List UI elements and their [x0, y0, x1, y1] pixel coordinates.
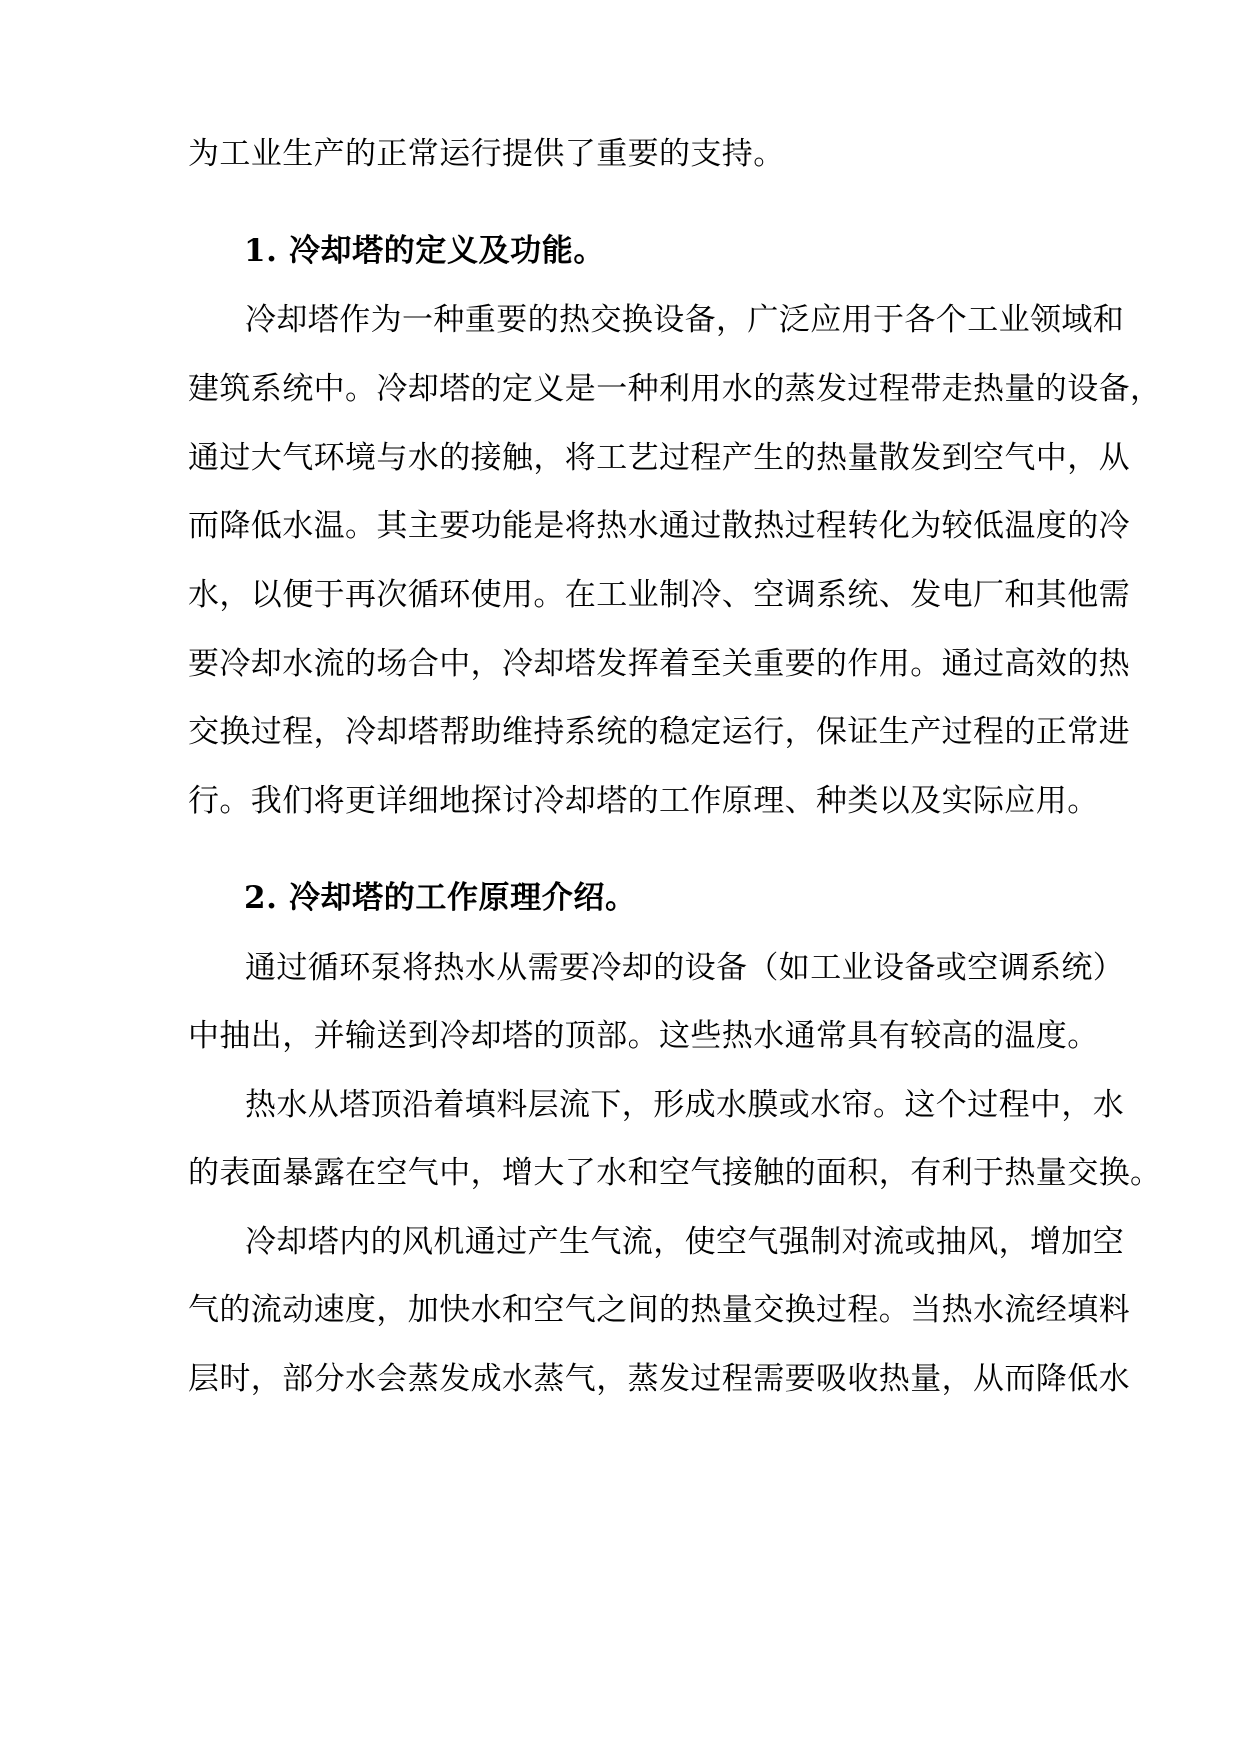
body-text-line: 交换过程，冷却塔帮助维持系统的稳定运行，保证生产过程的正常进: [188, 714, 1130, 750]
body-text-line: 冷却塔作为一种重要的热交换设备，广泛应用于各个工业领域和: [245, 302, 1125, 338]
body-text-line: 要冷却水流的场合中，冷却塔发挥着至关重要的作用。通过高效的热: [188, 646, 1130, 682]
body-text-line: 的表面暴露在空气中，增大了水和空气接触的面积，有利于热量交换。: [188, 1155, 1162, 1191]
body-text-line: 冷却塔内的风机通过产生气流，使空气强制对流或抽风，增加空: [245, 1224, 1125, 1260]
section-heading: 2. 冷却塔的工作原理介绍。: [244, 880, 637, 916]
body-text-line: 而降低水温。其主要功能是将热水通过散热过程转化为较低温度的冷: [188, 508, 1130, 544]
body-text-line: 为工业生产的正常运行提供了重要的支持。: [188, 136, 785, 172]
body-text-line: 行。我们将更详细地探讨冷却塔的工作原理、种类以及实际应用。: [188, 783, 1099, 819]
body-text-line: 气的流动速度，加快水和空气之间的热量交换过程。当热水流经填料: [188, 1292, 1130, 1328]
body-text-line: 水，以便于再次循环使用。在工业制冷、空调系统、发电厂和其他需: [188, 577, 1130, 613]
body-text-line: 热水从塔顶沿着填料层流下，形成水膜或水帘。这个过程中，水: [245, 1087, 1125, 1123]
body-text-line: 通过大气环境与水的接触，将工艺过程产生的热量散发到空气中，从: [188, 440, 1130, 476]
body-text-line: 通过循环泵将热水从需要冷却的设备（如工业设备或空调系统）: [245, 950, 1125, 986]
body-text-line: 中抽出，并输送到冷却塔的顶部。这些热水通常具有较高的温度。: [188, 1018, 1099, 1054]
body-text-line: 层时，部分水会蒸发成水蒸气，蒸发过程需要吸收热量，从而降低水: [188, 1361, 1130, 1397]
section-heading: 1. 冷却塔的定义及功能。: [244, 233, 605, 269]
body-text-line: 建筑系统中。冷却塔的定义是一种利用水的蒸发过程带走热量的设备，: [188, 371, 1162, 407]
